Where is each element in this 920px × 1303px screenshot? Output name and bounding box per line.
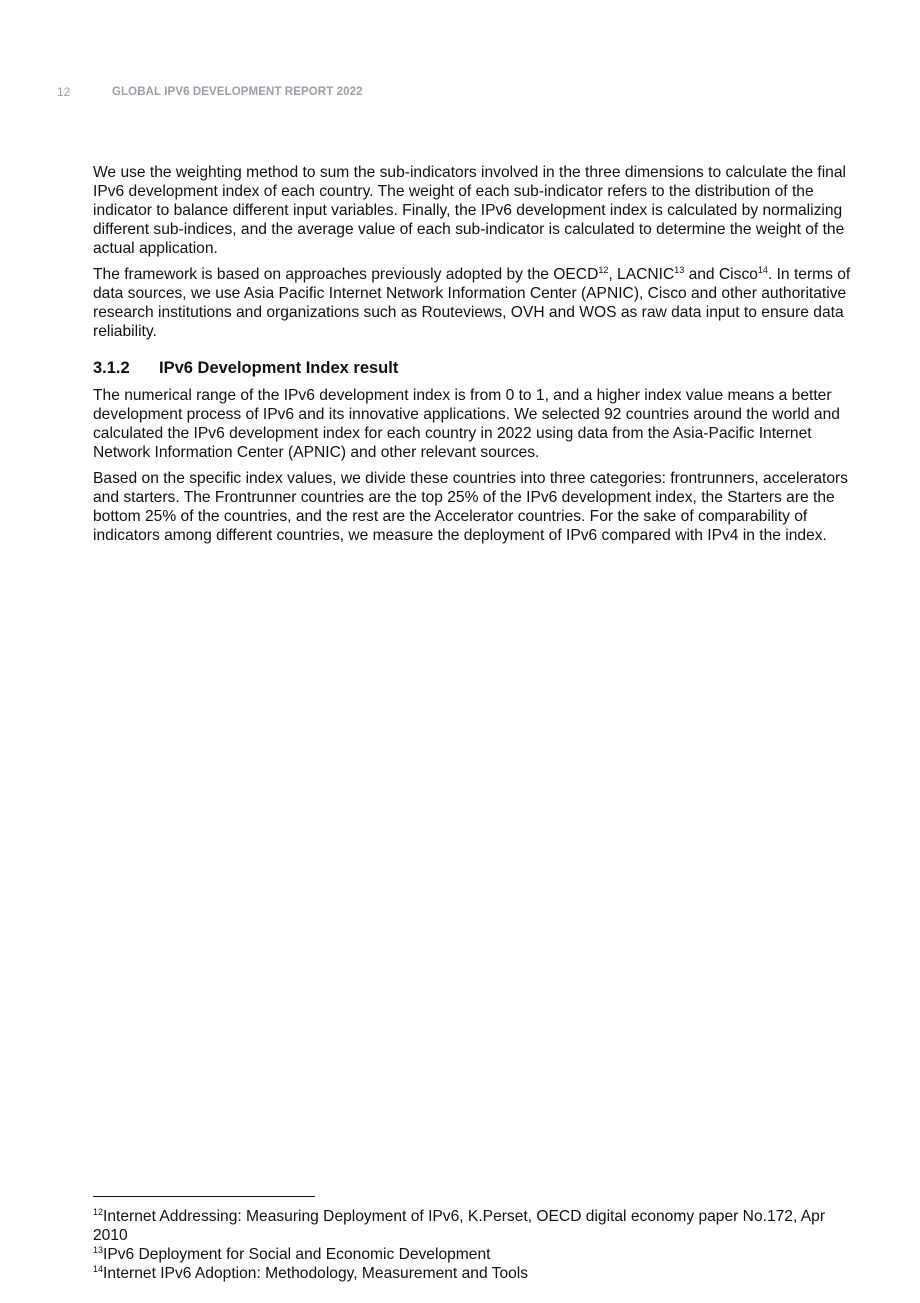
paragraph-framework <box>93 265 863 341</box>
framework-text-part2: , LACNIC <box>608 266 675 283</box>
footnote-ref-13: 13 <box>674 265 685 275</box>
section-number: 3.1.2 <box>93 359 130 377</box>
framework-text-part1: The framework is based on approaches previously adopted by the OECD <box>93 266 599 283</box>
paragraph-categories: Based on the specific index values, we divide these countries into three categories: frontrunners, accelerators and starters. The Frontrunner countries are the top 25% of the IPv6 development index, the Starters are the bottom 25% of the countries, and the rest are the Accelerator countries. For the sake of comparability of indicators among different countries, we measure the deployment of IPv6 compared with IPv4 in the index. <box>93 470 848 544</box>
footnote-marker-14: 14 <box>93 1264 104 1274</box>
framework-text-part3: and Cisco <box>684 266 758 283</box>
section-title: IPv6 Development Index result <box>159 359 399 377</box>
paragraph-index-range: The numerical range of the IPv6 development index is from 0 to 1, and a higher index value means a better development process of IPv6 and its innovative applications. We selected 92 countries around the world and calculated the IPv6 development index for each country in 2022 using data from the Asia-Pacific Internet Network Information Center (APNIC) and other relevant sources. <box>93 387 840 461</box>
footnote-text-14: Internet IPv6 Adoption: Methodology, Measurement and Tools <box>103 1265 529 1282</box>
footnote-ref-14: 14 <box>757 265 768 275</box>
main-content <box>93 163 863 552</box>
page-number: 12 <box>57 85 71 99</box>
footnotes <box>93 1196 863 1283</box>
footnote-marker-13: 13 <box>93 1245 104 1255</box>
footnote-text-13: IPv6 Deployment for Social and Economic Development <box>103 1246 491 1263</box>
footnote-divider <box>93 1196 315 1197</box>
page-header <box>57 84 363 100</box>
footnote-12 <box>93 1207 863 1245</box>
footnote-marker-12: 12 <box>93 1207 104 1217</box>
footnote-text-12: Internet Addressing: Measuring Deployment of IPv6, K.Perset, OECD digital economy paper No.172, Apr 2010 <box>93 1208 826 1244</box>
report-title: GLOBAL IPV6 DEVELOPMENT REPORT 2022 <box>112 86 363 98</box>
framework-text-part4: . In terms of data sources, we use Asia Pacific Internet Network Information Center (APNIC), Cisco and other authoritative research institutions and organizations such as Routeviews, OVH and WOS as raw data input to ensure data reliability. <box>93 266 851 340</box>
footnote-13 <box>93 1245 863 1264</box>
footnote-14 <box>93 1264 863 1283</box>
paragraph-weighting-method: We use the weighting method to sum the sub-indicators involved in the three dimensions to calculate the final IPv6 development index of each country. The weight of each sub-indicator refers to the distribution of the indicator to balance different input variables. Finally, the IPv6 development index is calculated by normalizing different sub-indices, and the average value of each sub-indicator is calculated to determine the weight of the actual application. <box>93 164 846 257</box>
section-heading <box>93 358 863 378</box>
footnote-ref-12: 12 <box>598 265 609 275</box>
